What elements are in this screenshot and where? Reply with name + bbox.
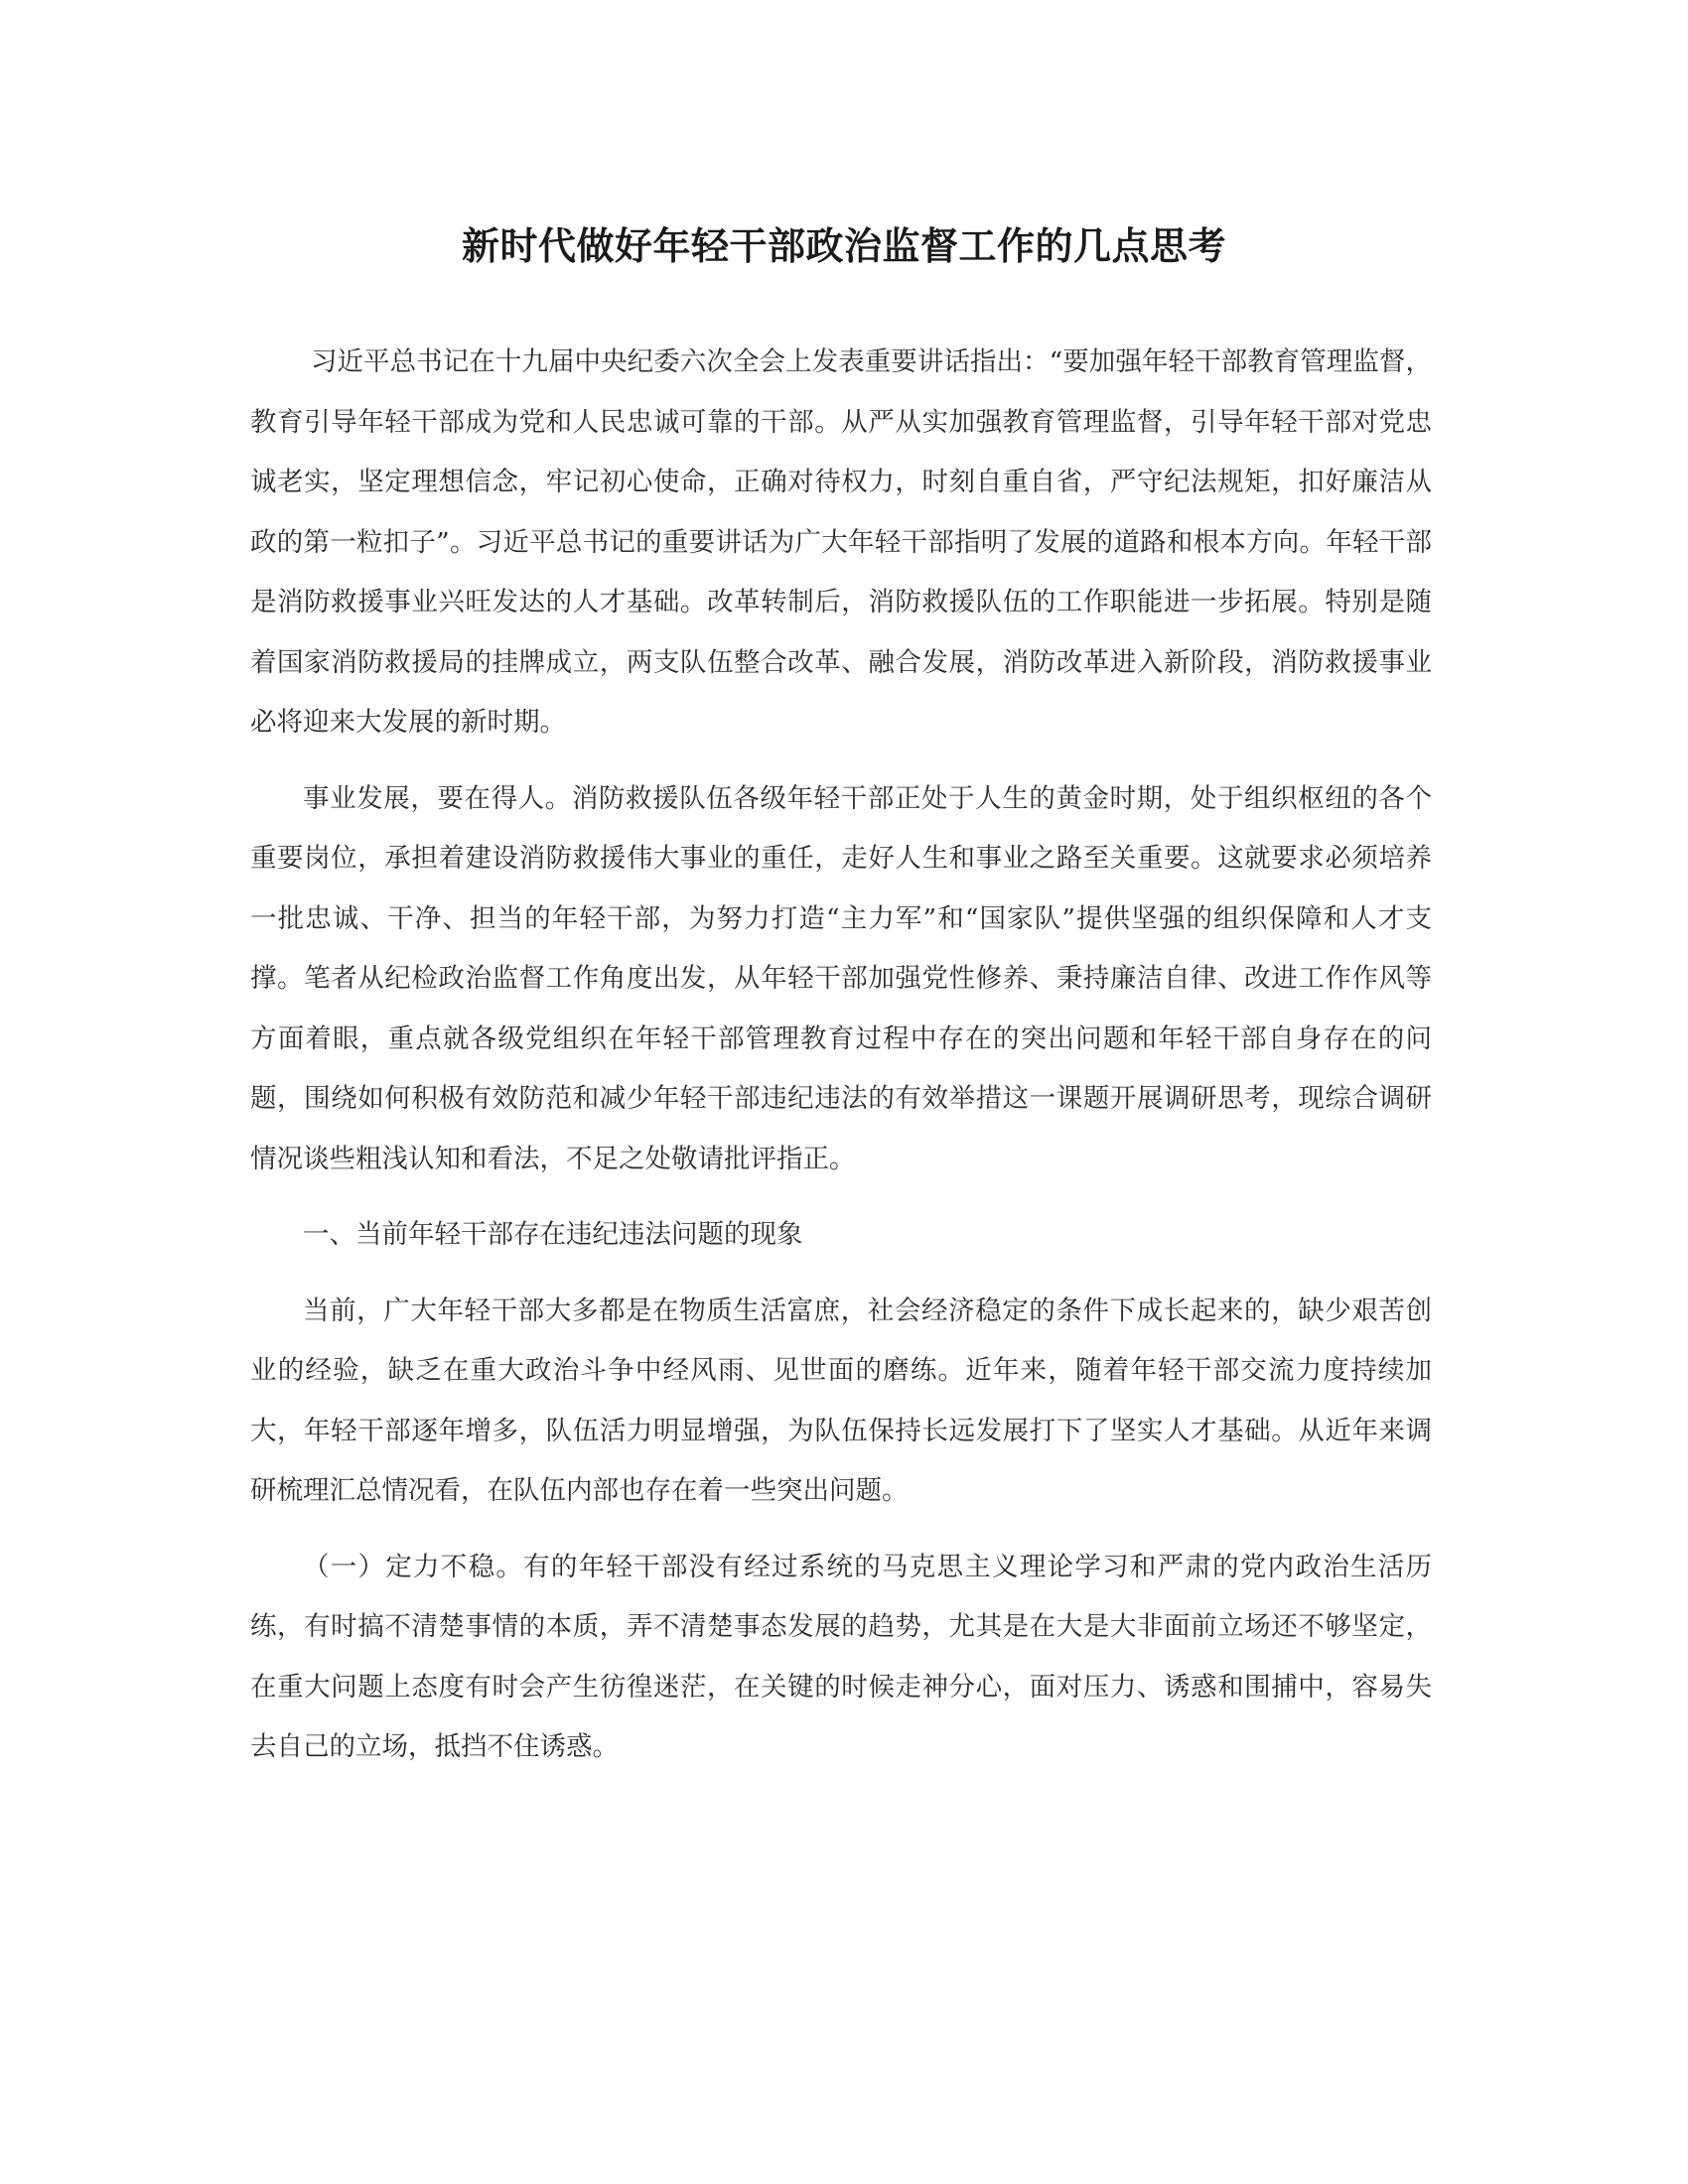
paragraph-point-1: （一）定力不稳。有的年轻干部没有经过系统的马克思主义理论学习和严肃的党内政治生活历练，有时搞不清楚事情的本质，弄不清楚事态发展的趋势，尤其是在大是大非面前立场还不够坚定，在重大问题上态度有时会产生彷徨迷茫，在关键的时候走神分心，面对压力、诱惑和围捕中，容易失去自己的立场，抵挡不住诱惑。	[250, 1551, 1432, 1762]
section-heading-1: 一、当前年轻干部存在违纪违法问题的现象	[303, 1219, 803, 1250]
paragraph-talent: 事业发展，要在得人。消防救援队伍各级年轻干部正处于人生的黄金时期，处于组织枢纽的各个重要岗位，承担着建设消防救援伟大事业的重任，走好人生和事业之路至关重要。这就要求必须培养一批忠诚、干净、担当的年轻干部，为努力打造“主力军”和“国家队”提供坚强的组织保障和人才支撑。笔者从纪检政治监督工作角度出发，从年轻干部加强党性修养、秉持廉洁自律、改进工作作风等方面着眼，重点就各级党组织在年轻干部管理教育过程中存在的突出问题和年轻干部自身存在的问题，围绕如何积极有效防范和减少年轻干部违纪违法的有效举措这一课题开展调研思考，现综合调研情况谈些粗浅认知和看法，不足之处敬请批评指正。	[250, 782, 1432, 1174]
paragraph-intro: 习近平总书记在十九届中央纪委六次全会上发表重要讲话指出：“要加强年轻干部教育管理监督，教育引导年轻干部成为党和人民忠诚可靠的干部。从严从实加强教育管理监督，引导年轻干部对党忠诚老实，坚定理想信念，牢记初心使命，正确对待权力，时刻自重自省，严守纪法规矩，扣好廉洁从政的第一粒扣子”。习近平总书记的重要讲话为广大年轻干部指明了发展的道路和根本方向。年轻干部是消防救援事业兴旺发达的人才基础。改革转制后，消防救援队伍的工作职能进一步拓展。特别是随着国家消防救援局的挂牌成立，两支队伍整合改革、融合发展，消防改革进入新阶段，消防救援事业必将迎来大发展的新时期。	[250, 346, 1432, 738]
document-title: 新时代做好年轻干部政治监督工作的几点思考	[461, 224, 1226, 268]
document-body	[250, 333, 1432, 1778]
paragraph-current-situation: 当前，广大年轻干部大多都是在物质生活富庶，社会经济稳定的条件下成长起来的，缺少艰苦创业的经验，缺乏在重大政治斗争中经风雨、见世面的磨练。近年来，随着年轻干部交流力度持续加大，年轻干部逐年增多，队伍活力明显增强，为队伍保持长远发展打下了坚实人才基础。从近年来调研梳理汇总情况看，在队伍内部也存在着一些突出问题。	[250, 1295, 1432, 1506]
